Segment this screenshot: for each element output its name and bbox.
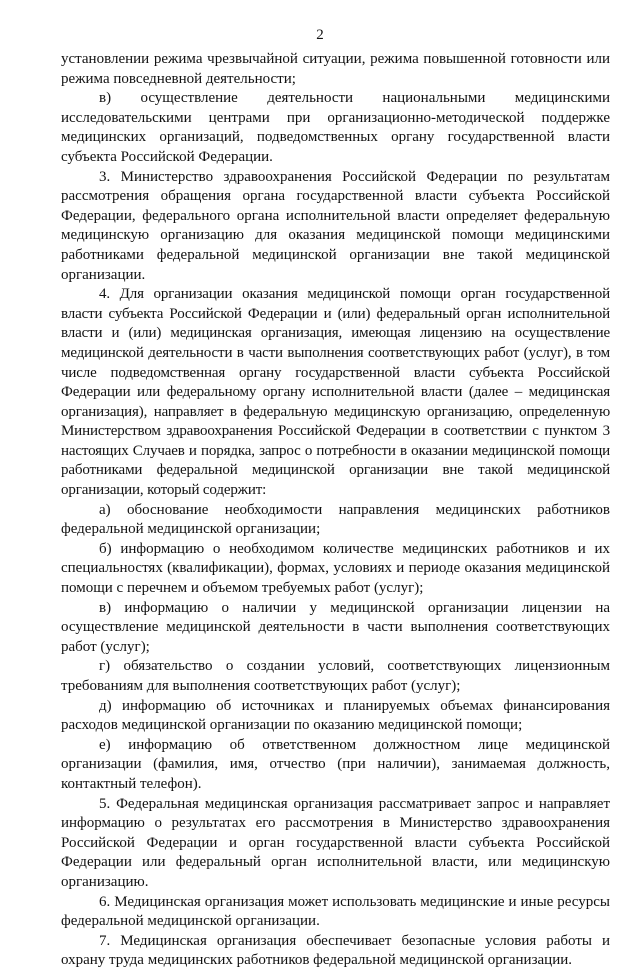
- paragraph-continuation: установлении режима чрезвычайной ситуации, режима повышенной готовности или режима повседневной деятельности;: [61, 51, 610, 87]
- paragraph-subitem-b: б) информацию о необходимом количестве медицинских работников и их специальностях (квалификации), формах, условиях и периоде оказания медицинской помощи с перечнем и объемом требуемых работ (услуг);: [61, 540, 610, 597]
- page-number: 2: [316, 27, 324, 43]
- paragraph-item-7: 7. Медицинская организация обеспечивает безопасные условия работы и охрану труда медицинских работников федеральной медицинской организации.: [61, 932, 610, 969]
- paragraph-subitem-e: е) информацию об ответственном должностном лице медицинской организации (фамилия, имя, отчество (при наличии), занимаемая должность, контактный телефон).: [61, 736, 610, 792]
- paragraph-item-4: 4. Для организации оказания медицинской помощи орган государственной власти субъекта Российской Федерации и (или) федеральный орган исполнительной власти и (или) медицинская организация, имеющая лицензию на осуществление медицинской деятельности в части выполнения соответствующих работ (услуг), в том числе подведомственная органу государственной власти субъекта Российской Федерации или федеральному органу исполнительной власти (далее – медицинская организация), направляет в федеральную медицинскую организацию, определенную Министерством здравоохранения Российской Федерации в соответствии с пунктом 3 настоящих Случаев и порядка, запрос о потребности в оказании медицинской помощи работниками федеральной медицинской организации вне такой медицинской организации, который содержит:: [61, 286, 610, 499]
- document-body: [61, 50, 610, 971]
- paragraph-subitem-v2: в) информацию о наличии у медицинской организации лицензии на осуществление медицинской деятельности в части выполнения соответствующих работ (услуг);: [61, 599, 610, 655]
- paragraph-subitem-v: в) осуществление деятельности национальными медицинскими исследовательскими центрами при организационно-методической поддержке медицинских организаций, подведомственных органу государственной власти субъекта Российской Федерации.: [61, 90, 610, 165]
- paragraph-subitem-a: а) обоснование необходимости направления медицинских работников федеральной медицинской организации;: [61, 501, 610, 538]
- paragraph-subitem-d: д) информацию об источниках и планируемых объемах финансирования расходов медицинской организации по оказанию медицинской помощи;: [61, 697, 610, 734]
- paragraph-item-5: 5. Федеральная медицинская организация рассматривает запрос и направляет информацию о результатах его рассмотрения в Министерство здравоохранения Российской Федерации и орган государственной власти субъекта Российской Федерации или федеральный орган исполнительной власти, или медицинскую организацию.: [61, 795, 610, 890]
- paragraph-item-6: 6. Медицинская организация может использовать медицинские и иные ресурсы федеральной медицинской организации.: [61, 893, 610, 930]
- paragraph-subitem-g: г) обязательство о создании условий, соответствующих лицензионным требованиям для выполнения соответствующих работ (услуг);: [61, 658, 610, 694]
- paragraph-item-3: 3. Министерство здравоохранения Российской Федерации по результатам рассмотрения обращения органа государственной власти субъекта Российской Федерации, федерального органа исполнительной власти определяет федеральную медицинскую организацию для оказания медицинской помощи медицинскими работниками федеральной медицинской организации вне такой медицинской организации.: [61, 168, 610, 283]
